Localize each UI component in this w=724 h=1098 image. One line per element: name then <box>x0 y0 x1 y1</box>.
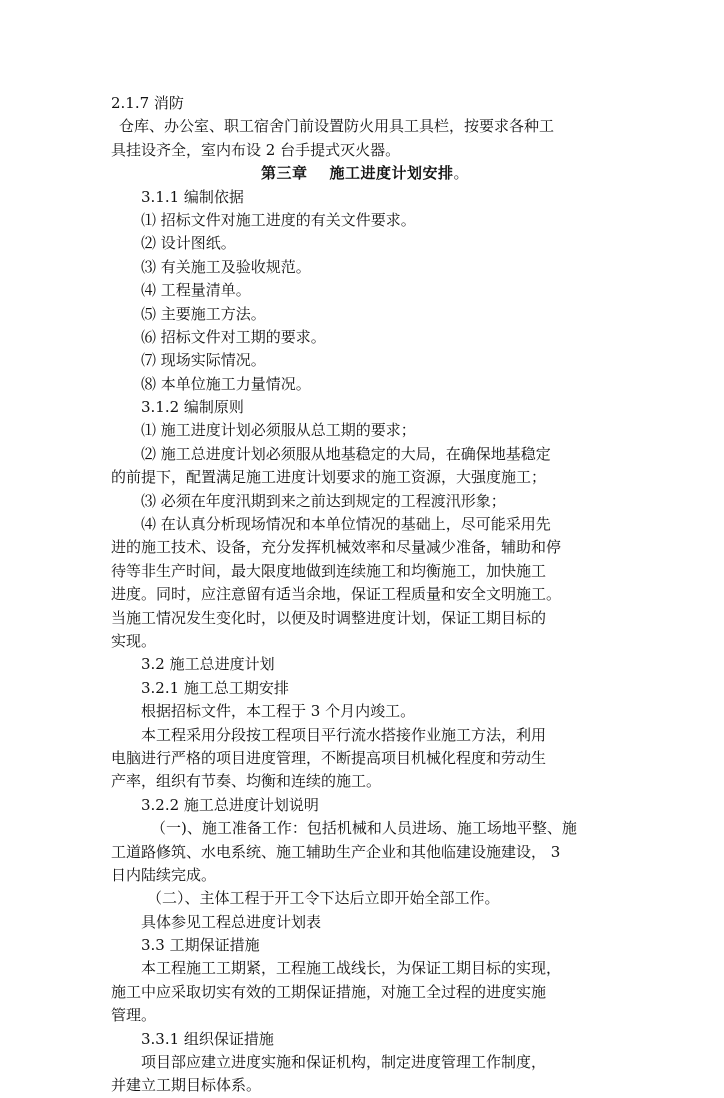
section-heading: 3.1.2 编制原则 <box>141 398 244 417</box>
paragraph-line: 产率，组织有节奏、均衡和连续的施工。 <box>111 772 382 791</box>
list-item: ⑶ 有关施工及验收规范。 <box>141 257 311 276</box>
list-item: ⑷ 工程量清单。 <box>141 281 251 300</box>
paragraph-line: 管理。 <box>111 1006 157 1025</box>
paragraph-line: 的前提下，配置满足施工进度计划要求的施工资源，大强度施工； <box>111 468 547 487</box>
section-heading: 3.2.2 施工总进度计划说明 <box>141 795 319 814</box>
document-page <box>111 92 619 1098</box>
list-item: ⑻ 本单位施工力量情况。 <box>141 374 311 393</box>
paragraph-line: 具挂设齐全，室内布设 2 台手提式灭火器。 <box>111 140 401 159</box>
chapter-heading <box>111 162 619 185</box>
list-item: ⑶ 必须在年度汛期到来之前达到规定的工程渡汛形象； <box>141 491 506 510</box>
paragraph-line: 并建立工期目标体系。 <box>111 1076 262 1095</box>
list-item: ⑵ 设计图纸。 <box>141 234 236 253</box>
section-heading: 3.3.1 组织保证措施 <box>141 1029 274 1048</box>
chapter-end-mark: 。 <box>453 164 470 183</box>
section-heading: 2.1.7 消防 <box>111 94 184 112</box>
paragraph-line: 日内陆续完成。 <box>111 865 217 884</box>
list-item: ⑸ 主要施工方法。 <box>141 304 266 323</box>
chapter-number: 第三章 <box>260 164 308 183</box>
list-item: ⑵ 施工总进度计划必须服从地基稳定的大局，在确保地基稳定 <box>141 444 551 463</box>
paragraph-line: 施工中应采取切实有效的工期保证措施，对施工全过程的进度实施 <box>111 982 547 1001</box>
paragraph-line: 本工程采用分段按工程项目平行流水搭接作业施工方法，利用 <box>141 725 547 744</box>
section-heading: 3.2 施工总进度计划 <box>141 655 275 674</box>
paragraph-line: 待等非生产时间，最大限度地做到连续施工和均衡施工，加快施工 <box>111 561 547 580</box>
section-heading: 3.2.1 施工总工期安排 <box>141 678 289 697</box>
section-heading: 3.3 工期保证措施 <box>141 936 260 955</box>
list-item: ⑹ 招标文件对工期的要求。 <box>141 327 326 346</box>
paragraph-line: 项目部应建立进度实施和保证机构，制定进度管理工作制度， <box>141 1053 547 1072</box>
paragraph-line: 仓库、办公室、职工宿舍门前设置防火用具工具栏，按要求各种工 <box>119 117 555 136</box>
section-heading: 3.1.1 编制依据 <box>141 187 244 206</box>
paragraph-line: 进的施工技术、设备，充分发挥机械效率和尽量减少准备，辅助和停 <box>111 538 562 557</box>
list-item: ⑴ 招标文件对施工进度的有关文件要求。 <box>141 210 416 229</box>
list-item: ⑷ 在认真分析现场情况和本单位情况的基础上，尽可能采用先 <box>141 515 551 534</box>
list-item: ⑺ 现场实际情况。 <box>141 351 266 370</box>
paragraph-line: 进度。同时，应注意留有适当余地，保证工程质量和安全文明施工。 <box>111 585 562 604</box>
paragraph-line: 工道路修筑、水电系统、施工辅助生产企业和其他临建设施建设， 3 <box>111 842 561 861</box>
paragraph-line: 实现。 <box>111 631 157 650</box>
list-item: ⑴ 施工进度计划必须服从总工期的要求； <box>141 421 416 440</box>
paragraph-line: 当施工情况发生变化时，以便及时调整进度计划，保证工期目标的 <box>111 608 547 627</box>
paragraph-line: 电脑进行严格的项目进度管理，不断提高项目机械化程度和劳动生 <box>111 748 547 767</box>
paragraph-line: （二）、主体工程于开工令下达后立即开始全部工作。 <box>147 889 500 908</box>
paragraph-line: 具体参见工程总进度计划表 <box>141 912 322 931</box>
paragraph-line: 本工程施工工期紧，工程施工战线长，为保证工期目标的实现， <box>141 959 562 978</box>
paragraph-line: （一)、施工准备工作：包括机械和人员进场、施工场地平整、施 <box>151 819 577 838</box>
paragraph-line: 根据招标文件，本工程于 3 个月内竣工。 <box>141 702 416 721</box>
chapter-title: 施工进度计划安排 <box>329 164 454 183</box>
